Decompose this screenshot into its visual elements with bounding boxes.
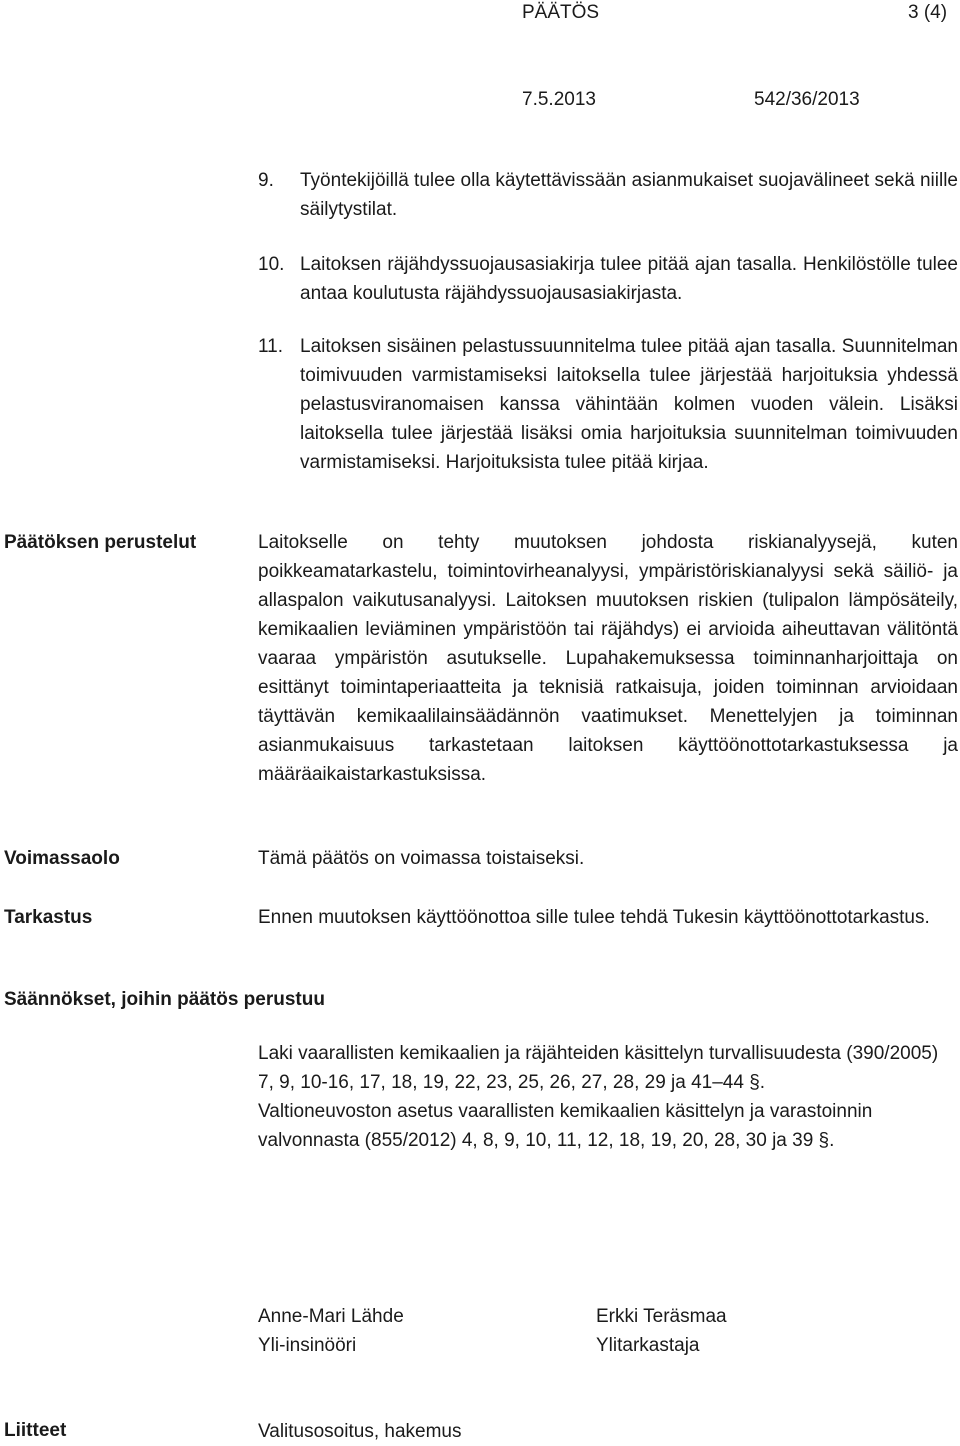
condition-number: 10. [258,254,285,275]
validity-text: Tämä päätös on voimassa toistaiseksi. [258,848,585,869]
regulations-block [258,1039,958,1155]
condition-number: 11. [258,336,284,357]
condition-item [258,332,958,477]
condition-text: Laitoksen sisäinen pelastussuunnitelma tulee pitää ajan tasalla. Suunnitelman toimivuuden varmistamiseksi laitoksella tulee järjestää harjoituksia yhdessä pelastusviranomaisen kanssa vähintään kolmen vuoden välein. Lisäksi laitoksella tulee järjestää lisäksi omia harjoituksia suunnitelman toimivuuden varmistamiseksi. Harjoituksista tulee pitää kirjaa. [300,336,958,473]
regulations-label: Säännökset, joihin päätös perustuu [4,989,325,1010]
signature-block [596,1302,727,1360]
condition-item [258,166,958,224]
signer-title: Yli-insinööri [258,1335,357,1356]
reasons-label: Päätöksen perustelut [4,532,197,553]
regulation-item: Valtioneuvoston asetus vaarallisten kemikaalien käsittelyn ja varastoinnin valvonnasta (855/2012) 4, 8, 9, 10, 11, 12, 18, 19, 20, 28, 30 ja 39 §. [258,1101,873,1151]
document-date: 7.5.2013 [522,89,596,110]
condition-text: Työntekijöillä tulee olla käytettävissään asianmukaiset suojavälineet sekä niille säilytystilat. [300,170,958,220]
reasons-text: Laitokselle on tehty muutoksen johdosta riskianalyysejä, kuten poikkeamatarkastelu, toimintovirheanalyysi, ympäristöriskianalyysi sekä säiliö- ja allaspalon vaikutusanalyysi. Laitoksen muutoksen riskien (tulipalon lämpösäteily, kemikaalien leviäminen ympäristöön tai räjähdys) ei arvioida aiheuttavan välitöntä vaaraa ympäristön asutukselle. Lupahakemuksessa toiminnanharjoittaja on esittänyt toimintaperiaatteita ja teknisiä ratkaisuja, joiden toiminnan arvioidaan täyttävän kemikaalilainsäädännön vaatimukset. Menettelyjen ja toiminnan asianmukaisuus tarkastetaan laitoksen käyttöönottotarkastuksessa ja määräaikaistarkastuksissa. [258,532,958,785]
inspection-text: Ennen muutoksen käyttöönottoa sille tulee tehdä Tukesin käyttöönottotarkastus. [258,907,930,928]
condition-text: Laitoksen räjähdyssuojausasiakirja tulee pitää ajan tasalla. Henkilöstölle tulee antaa koulutusta räjähdyssuojausasiakirjasta. [300,254,958,304]
document-reference: 542/36/2013 [754,89,860,110]
attachments-text: Valitusosoitus, hakemus [258,1421,462,1442]
document-type: PÄÄTÖS [522,2,600,23]
page-number: 3 (4) [908,2,948,23]
condition-item [258,250,958,308]
attachments-label: Liitteet [4,1420,67,1441]
signature-block [258,1302,404,1360]
inspection-label: Tarkastus [4,907,93,928]
signer-title: Ylitarkastaja [596,1335,700,1356]
signer-name: Anne-Mari Lähde [258,1306,404,1327]
validity-label: Voimassaolo [4,848,120,869]
regulation-item: Laki vaarallisten kemikaalien ja räjähteiden käsittelyn turvallisuudesta (390/2005) 7, 9, 10-16, 17, 18, 19, 22, 23, 25, 26, 27, 28, 29 ja 41–44 §. [258,1043,939,1093]
condition-number: 9. [258,170,274,191]
signer-name: Erkki Teräsmaa [596,1306,727,1327]
